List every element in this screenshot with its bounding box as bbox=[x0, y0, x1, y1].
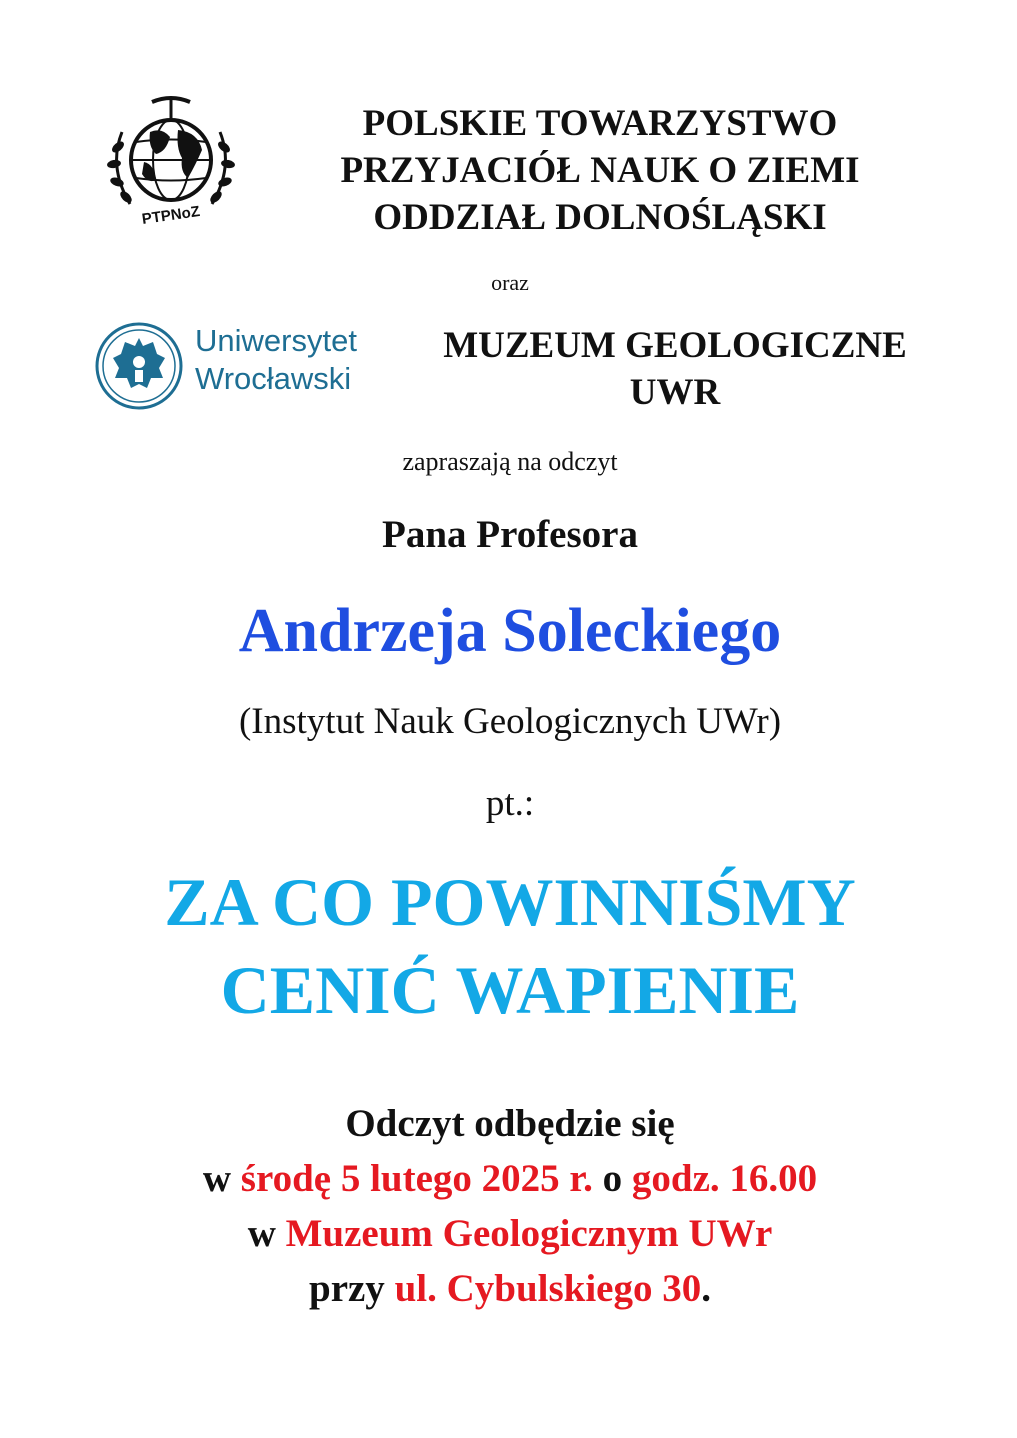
time-prefix: o bbox=[602, 1157, 623, 1200]
globe-hammer-icon bbox=[100, 92, 242, 234]
event-date-line bbox=[60, 1151, 960, 1206]
title-label: pt.: bbox=[485, 783, 535, 824]
lecture-title bbox=[30, 858, 990, 1034]
lecture-title-line: CENIĆ WAPIENIE bbox=[220, 952, 800, 1028]
speaker-affiliation: (Instytut Nauk Geologicznych UWr) bbox=[238, 701, 782, 742]
event-details-intro: Odczyt odbędzie się bbox=[345, 1102, 675, 1145]
event-address: ul. Cybulskiego 30 bbox=[394, 1267, 702, 1310]
organization-title bbox=[280, 100, 920, 241]
uwr-logo-line: Wrocławski bbox=[195, 361, 352, 396]
address-period: . bbox=[701, 1267, 711, 1310]
invitation-intro: zapraszają na odczyt bbox=[402, 447, 618, 476]
speaker-title-prefix: Pana Profesora bbox=[382, 513, 638, 556]
address-prefix: przy bbox=[309, 1267, 385, 1310]
speaker-name: Andrzeja Soleckiego bbox=[238, 597, 782, 665]
event-details bbox=[60, 1096, 960, 1316]
museum-title bbox=[400, 322, 950, 416]
event-place: Muzeum Geologicznym UWr bbox=[285, 1212, 773, 1255]
organization-title-line: POLSKIE TOWARZYSTWO bbox=[362, 103, 838, 144]
uwr-logo bbox=[95, 318, 385, 414]
conjunction-text: oraz bbox=[491, 270, 529, 295]
date-prefix: w bbox=[202, 1157, 232, 1200]
event-time: godz. 16.00 bbox=[631, 1157, 818, 1200]
uwr-logo-line: Uniwersytet bbox=[195, 323, 357, 358]
ptpnoz-logo-text: PTPNoZ bbox=[140, 203, 202, 228]
lecture-title-line: ZA CO POWINNIŚMY bbox=[164, 864, 856, 940]
event-address-line bbox=[60, 1261, 960, 1316]
event-date: środę 5 lutego 2025 r. bbox=[240, 1157, 593, 1200]
place-prefix: w bbox=[247, 1212, 276, 1255]
museum-title-line: MUZEUM GEOLOGICZNE bbox=[443, 325, 907, 366]
organization-title-line: ODDZIAŁ DOLNOŚLĄSKI bbox=[373, 197, 827, 238]
ptpnoz-logo bbox=[100, 92, 242, 234]
museum-title-line: UWR bbox=[629, 372, 721, 413]
organization-title-line: PRZYJACIÓŁ NAUK O ZIEMI bbox=[340, 150, 860, 191]
uwr-eagle-icon bbox=[95, 318, 191, 414]
event-place-line bbox=[60, 1206, 960, 1261]
uwr-logo-text bbox=[195, 322, 357, 398]
